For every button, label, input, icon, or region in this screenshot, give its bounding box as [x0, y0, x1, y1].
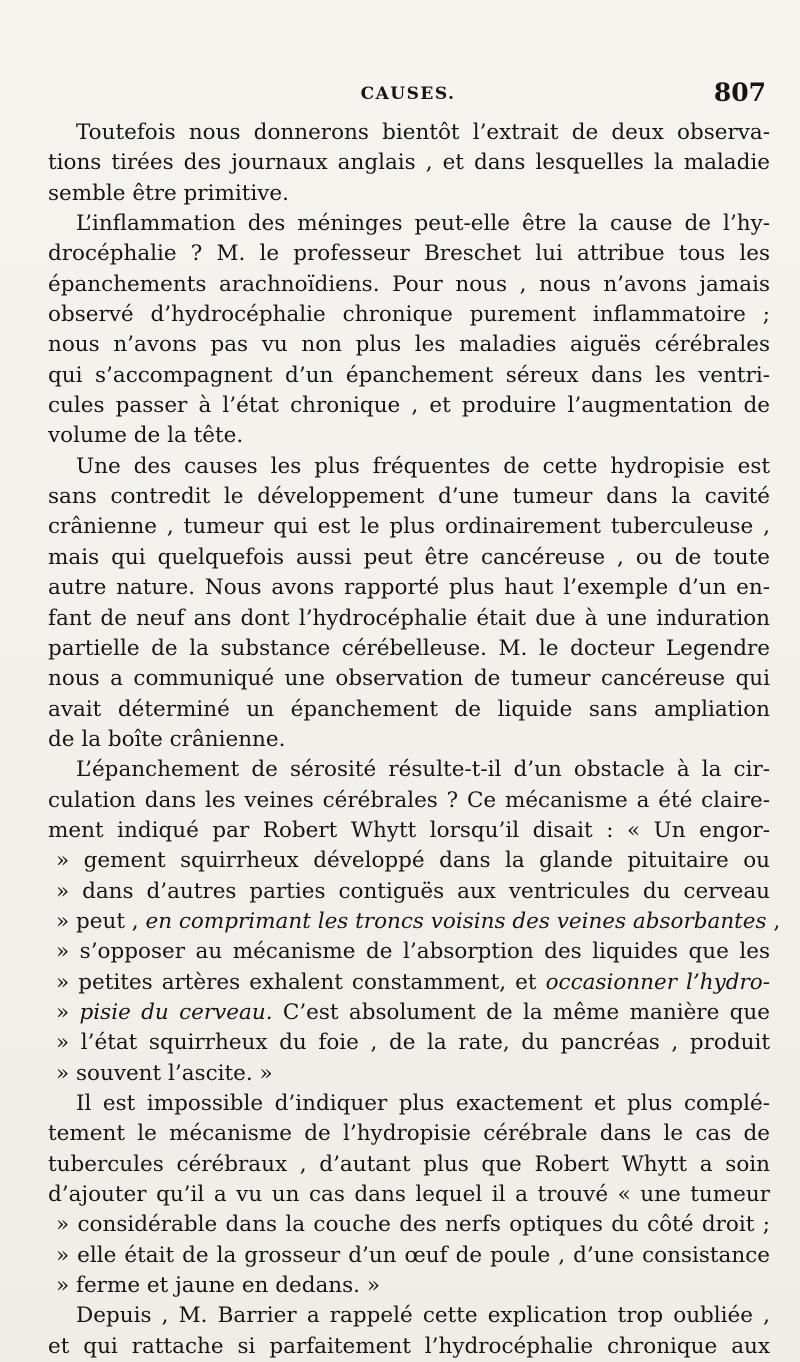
text-line: » elle était de la grosseur d’un œuf de poule , d’une consistance	[56, 1242, 770, 1268]
text-line: crânienne , tumeur qui est le plus ordinairement tuberculeuse ,	[48, 514, 770, 540]
text-line: épanchements arachnoïdiens. Pour nous , nous n’avons jamais	[48, 271, 770, 297]
text-line: L’épanchement de sérosité résulte-t-il d’un obstacle à la cir-	[76, 757, 770, 783]
text-line: partielle de la substance cérébelleuse. M. le docteur Legendre	[48, 635, 770, 661]
text-line: » ferme et jaune en dedans. »	[56, 1273, 381, 1299]
text-line: drocéphalie ? M. le professeur Breschet lui attribue tous les	[48, 241, 770, 267]
text-line: volume de la tête.	[48, 423, 244, 449]
body-text	[48, 118, 781, 1362]
text-line: nous a communiqué une observation de tumeur cancéreuse qui	[48, 666, 770, 692]
text-line: et qui rattache si parfaitement l’hydrocéphalie chronique aux	[48, 1333, 770, 1359]
text-line: semble être primitive.	[48, 180, 289, 206]
text-line: » dans d’autres parties contiguës aux ventricules du cerveau	[56, 878, 770, 904]
text-line: Il est impossible d’indiquer plus exactement et plus complé-	[76, 1091, 770, 1116]
text-line: d’ajouter qu’il a vu un cas dans lequel il a trouvé « une tumeur	[48, 1182, 770, 1208]
text-line: L’inflammation des méninges peut-elle être la cause de l’hy-	[76, 211, 770, 237]
text-line: observé d’hydrocéphalie chronique purement inflammatoire ;	[48, 302, 770, 328]
text-line: autre nature. Nous avons rapporté plus haut l’exemple d’un en-	[48, 575, 770, 601]
text-line: » souvent l’ascite. »	[56, 1060, 273, 1086]
text-line: qui s’accompagnent d’un épanchement séreux dans les ventri-	[48, 362, 770, 388]
text-line: tions tirées des journaux anglais , et dans lesquelles la maladie	[48, 150, 770, 176]
text-line	[48, 968, 770, 998]
running-head: CAUSES.	[360, 84, 456, 104]
text-line: » gement squirrheux développé dans la glande pituitaire ou	[56, 848, 770, 874]
text-run: ,	[766, 908, 781, 934]
text-run: » peut ,	[56, 908, 146, 934]
text-line: mais qui quelquefois aussi peut être cancéreuse , ou de toute	[48, 544, 770, 570]
text-line: de la boîte crânienne.	[48, 726, 286, 752]
text-line: Depuis , M. Barrier a rappelé cette explication trop oubliée ,	[76, 1303, 770, 1329]
text-line: nous n’avons pas vu non plus les maladies aiguës cérébrales	[48, 332, 770, 358]
text-line: tubercules cérébraux , d’autant plus que Robert Whytt a soin	[48, 1151, 770, 1177]
text-line: fant de neuf ans dont l’hydrocéphalie était due à une induration	[48, 605, 770, 631]
text-line: Toutefois nous donnerons bientôt l’extrait de deux observa-	[76, 120, 770, 145]
text-line	[48, 998, 770, 1028]
italic-text: en comprimant les troncs voisins des veines absorbantes	[145, 908, 767, 934]
text-line: tement le mécanisme de l’hydropisie cérébrale dans le cas de	[48, 1121, 770, 1147]
text-line: sans contredit le développement d’une tumeur dans la cavité	[48, 484, 770, 510]
text-line	[48, 907, 781, 937]
text-line: avait déterminé un épanchement de liquide sans ampliation	[48, 696, 770, 722]
text-line: » l’état squirrheux du foie , de la rate, du pancréas , produit	[56, 1030, 770, 1056]
text-run: C’est absolument de la même manière que	[272, 999, 770, 1025]
italic-text: pisie du cerveau.	[79, 999, 273, 1025]
text-line: ment indiqué par Robert Whytt lorsqu’il disait : « Un engor-	[48, 817, 770, 843]
page-header	[50, 78, 766, 114]
text-line: culation dans les veines cérébrales ? Ce mécanisme a été claire-	[48, 787, 770, 813]
italic-text: occasionner l’hydro-	[545, 969, 770, 995]
text-line: » s’opposer au mécanisme de l’absorption des liquides que les	[56, 939, 770, 965]
text-run: » petites artères exhalent constamment, et	[56, 969, 546, 995]
text-line: Une des causes les plus fréquentes de cette hydropisie est	[76, 453, 770, 479]
text-line: » considérable dans la couche des nerfs optiques du côté droit ;	[56, 1212, 770, 1238]
page-number: 807	[713, 78, 766, 107]
text-run: »	[56, 999, 80, 1025]
text-line: cules passer à l’état chronique , et produire l’augmentation de	[48, 393, 770, 419]
